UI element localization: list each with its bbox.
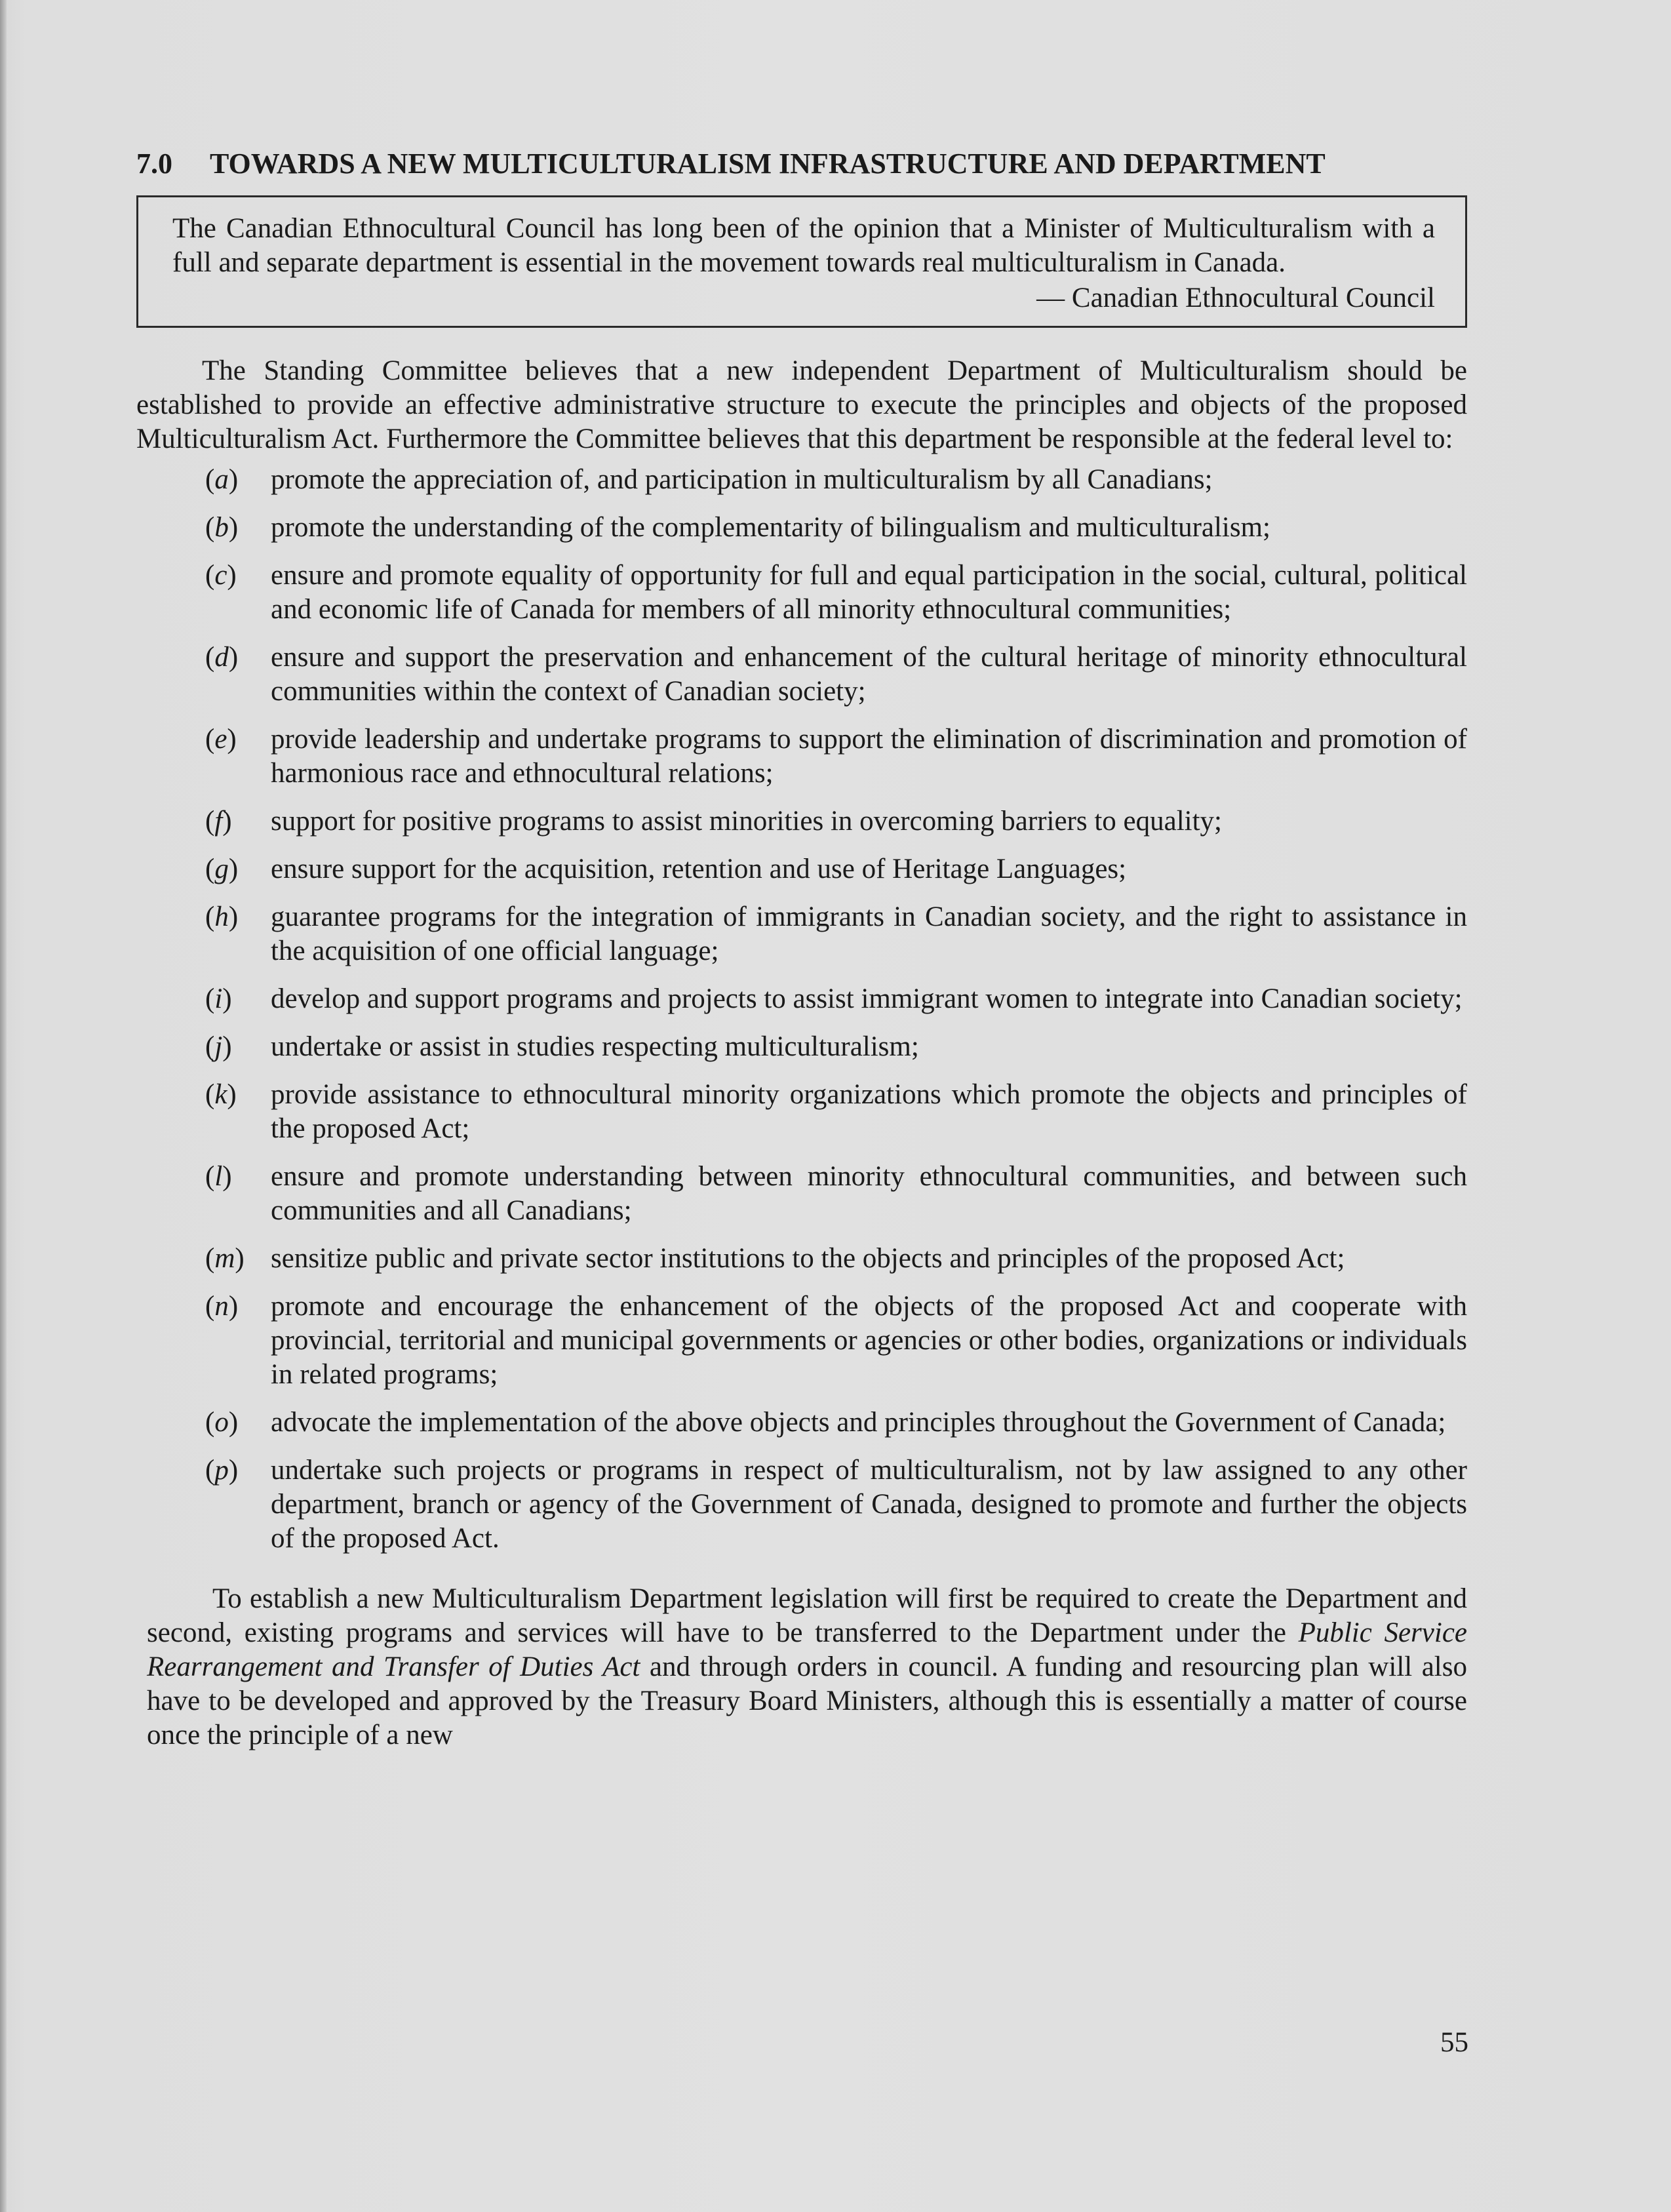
closing-text-before: To establish a new Multiculturalism Department legislation will first be required to create the Department and second, existing programs and services will have to be transferred to the Department under the [147,1583,1467,1648]
list-item [136,1290,1467,1392]
list-item-label: (i) [205,983,232,1014]
list-item-text: sensitize public and private sector institutions to the objects and principles of the proposed Act; [271,1243,1345,1274]
responsibilities-list [136,463,1467,1556]
list-item-label: (c) [205,560,237,591]
list-item [136,463,1467,497]
list-item-label: (g) [205,854,239,884]
list-item [136,1078,1467,1146]
page-number: 55 [1440,2027,1468,2058]
list-item-text: ensure and promote equality of opportunity for full and equal participation in the social, cultural, political and economic life of Canada for members of all minority ethnocultural communities; [271,560,1467,625]
list-item [136,641,1467,709]
list-item-text: undertake such projects or programs in respect of multiculturalism, not by law assigned to any other department, branch or agency of the Government of Canada, designed to promote and further the objects of the proposed Act. [271,1455,1467,1554]
act-title: Public Service Rearrangement and Transfer of Duties Act [147,1617,1467,1682]
list-item-label: (a) [205,464,239,495]
list-item-text: ensure support for the acquisition, retention and use of Heritage Languages; [271,854,1127,884]
list-item-label: (p) [205,1455,239,1486]
list-item [136,1160,1467,1228]
list-item [136,1242,1467,1276]
list-item-text: promote the appreciation of, and participation in multiculturalism by all Canadians; [271,464,1213,495]
quote-text: The Canadian Ethnocultural Council has long been of the opinion that a Minister of Multiculturalism with a full and separate department is essential in the movement towards real multiculturalism in Canada. [172,213,1435,278]
list-item [136,1453,1467,1556]
list-item-label: (d) [205,642,239,673]
list-item [136,511,1467,545]
list-item-label: (f) [205,806,232,837]
list-item [136,900,1467,968]
list-item-text: advocate the implementation of the above objects and principles throughout the Government of Canada; [271,1407,1446,1438]
quote-attribution: — Canadian Ethnocultural Council [1036,283,1435,313]
list-item-text: promote the understanding of the complementarity of bilingualism and multiculturalism; [271,512,1270,543]
list-item-text: ensure and support the preservation and enhancement of the cultural heritage of minority ethnocultural communities within the context of Canadian society; [271,642,1467,707]
list-item-text: guarantee programs for the integration of immigrants in Canadian society, and the right to assistance in the acquisition of one official language; [271,901,1467,966]
closing-text-after: and through orders in council. A funding and resourcing plan will also have to be developed and approved by the Treasury Board Ministers, although this is essentially a matter of course once the principle of a new [147,1651,1467,1750]
list-item-label: (l) [205,1161,232,1192]
list-item-label: (h) [205,901,239,932]
list-item [136,982,1467,1016]
list-item-text: support for positive programs to assist minorities in overcoming barriers to equality; [271,806,1222,837]
list-item-text: provide assistance to ethnocultural minority organizations which promote the objects and principles of the proposed Act; [271,1079,1467,1144]
intro-paragraph: The Standing Committee believes that a new independent Department of Multiculturalism should be established to provide an effective administrative structure to execute the principles and objects of the proposed Multiculturalism Act. Furthermore the Committee believes that this department be responsible at the federal level to: [136,355,1467,454]
list-item-text: ensure and promote understanding between minority ethnocultural communities, and between such communities and all Canadians; [271,1161,1467,1226]
quote-box [136,195,1467,328]
list-item-text: promote and encourage the enhancement of the objects of the proposed Act and cooperate with provincial, territorial and municipal governments or agencies or other bodies, organizations or individuals in related programs; [271,1291,1467,1390]
list-item [136,1030,1467,1064]
list-item [136,722,1467,791]
section-heading [136,144,1467,184]
binding-edge [0,0,7,2212]
page-content [136,144,1467,1752]
list-item [136,559,1467,627]
list-item [136,1406,1467,1440]
list-item [136,852,1467,886]
section-title: TOWARDS A NEW MULTICULTURALISM INFRASTRUCTURE AND DEPARTMENT [210,148,1326,180]
list-item-label: (o) [205,1407,239,1438]
closing-paragraph [147,1582,1467,1752]
list-item-label: (j) [205,1031,232,1062]
list-item-text: develop and support programs and projects to assist immigrant women to integrate into Canadian society; [271,983,1463,1014]
list-item-label: (n) [205,1291,239,1322]
list-item-label: (m) [205,1243,245,1274]
list-item-text: provide leadership and undertake programs to support the elimination of discrimination and promotion of harmonious race and ethnocultural relations; [271,724,1467,789]
list-item [136,804,1467,839]
list-item-label: (k) [205,1079,237,1110]
section-number: 7.0 [136,148,172,180]
list-item-label: (e) [205,724,237,755]
list-item-label: (b) [205,512,239,543]
list-item-text: undertake or assist in studies respecting multiculturalism; [271,1031,919,1062]
